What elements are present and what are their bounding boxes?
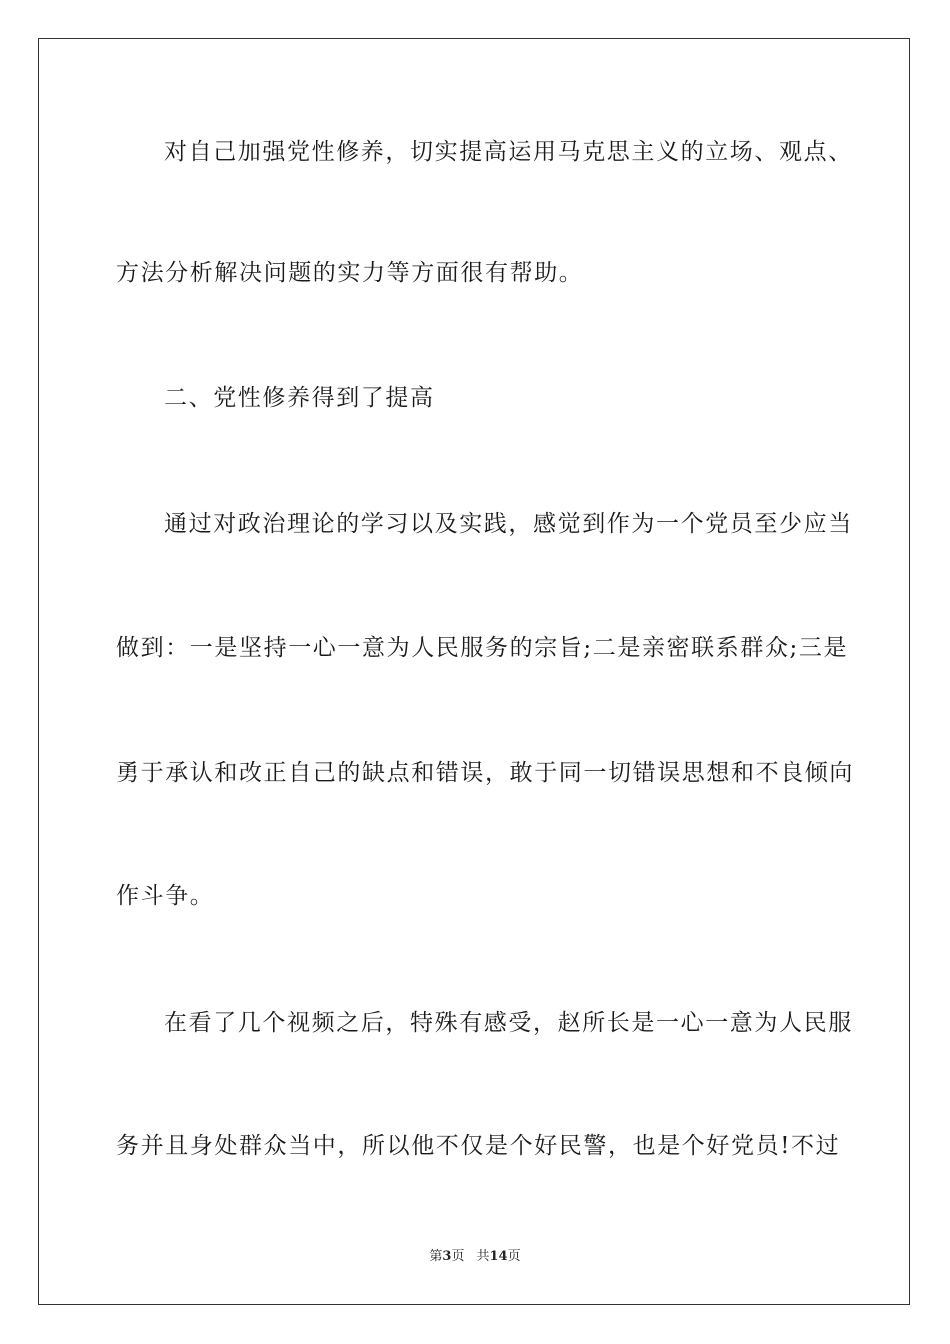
paragraph-2-line-1: 通过对政治理论的学习以及实践，感觉到作为一个党员至少应当 [164, 511, 853, 537]
page-prefix: 第 [429, 1249, 443, 1264]
page-number: 3 [442, 1249, 452, 1264]
paragraph-3-line-1: 在看了几个视频之后，特殊有感受，赵所长是一心一意为人民服 [164, 1010, 853, 1036]
page-border [38, 38, 910, 1305]
paragraph-1-line-1: 对自己加强党性修养，切实提高运用马克思主义的立场、观点、 [164, 139, 853, 165]
section-heading: 二、党性修养得到了提高 [164, 385, 435, 411]
paragraph-2-line-2: 做到：一是坚持一心一意为人民服务的宗旨;二是亲密联系群众;三是 [116, 635, 849, 661]
total-prefix: 共 [476, 1249, 490, 1264]
page-footer [0, 1248, 950, 1266]
total-pages: 14 [489, 1249, 508, 1264]
paragraph-1-line-2: 方法分析解决问题的实力等方面很有帮助。 [116, 260, 584, 286]
paragraph-3-line-2: 务并且身处群众当中，所以他不仅是个好民警，也是个好党员!不过 [116, 1133, 841, 1159]
total-suffix: 页 [507, 1249, 521, 1264]
paragraph-2-line-3: 勇于承认和改正自己的缺点和错误，敢于同一切错误思想和不良倾向 [116, 760, 854, 786]
paragraph-2-line-4: 作斗争。 [116, 883, 215, 909]
page-suffix: 页 [451, 1249, 465, 1264]
